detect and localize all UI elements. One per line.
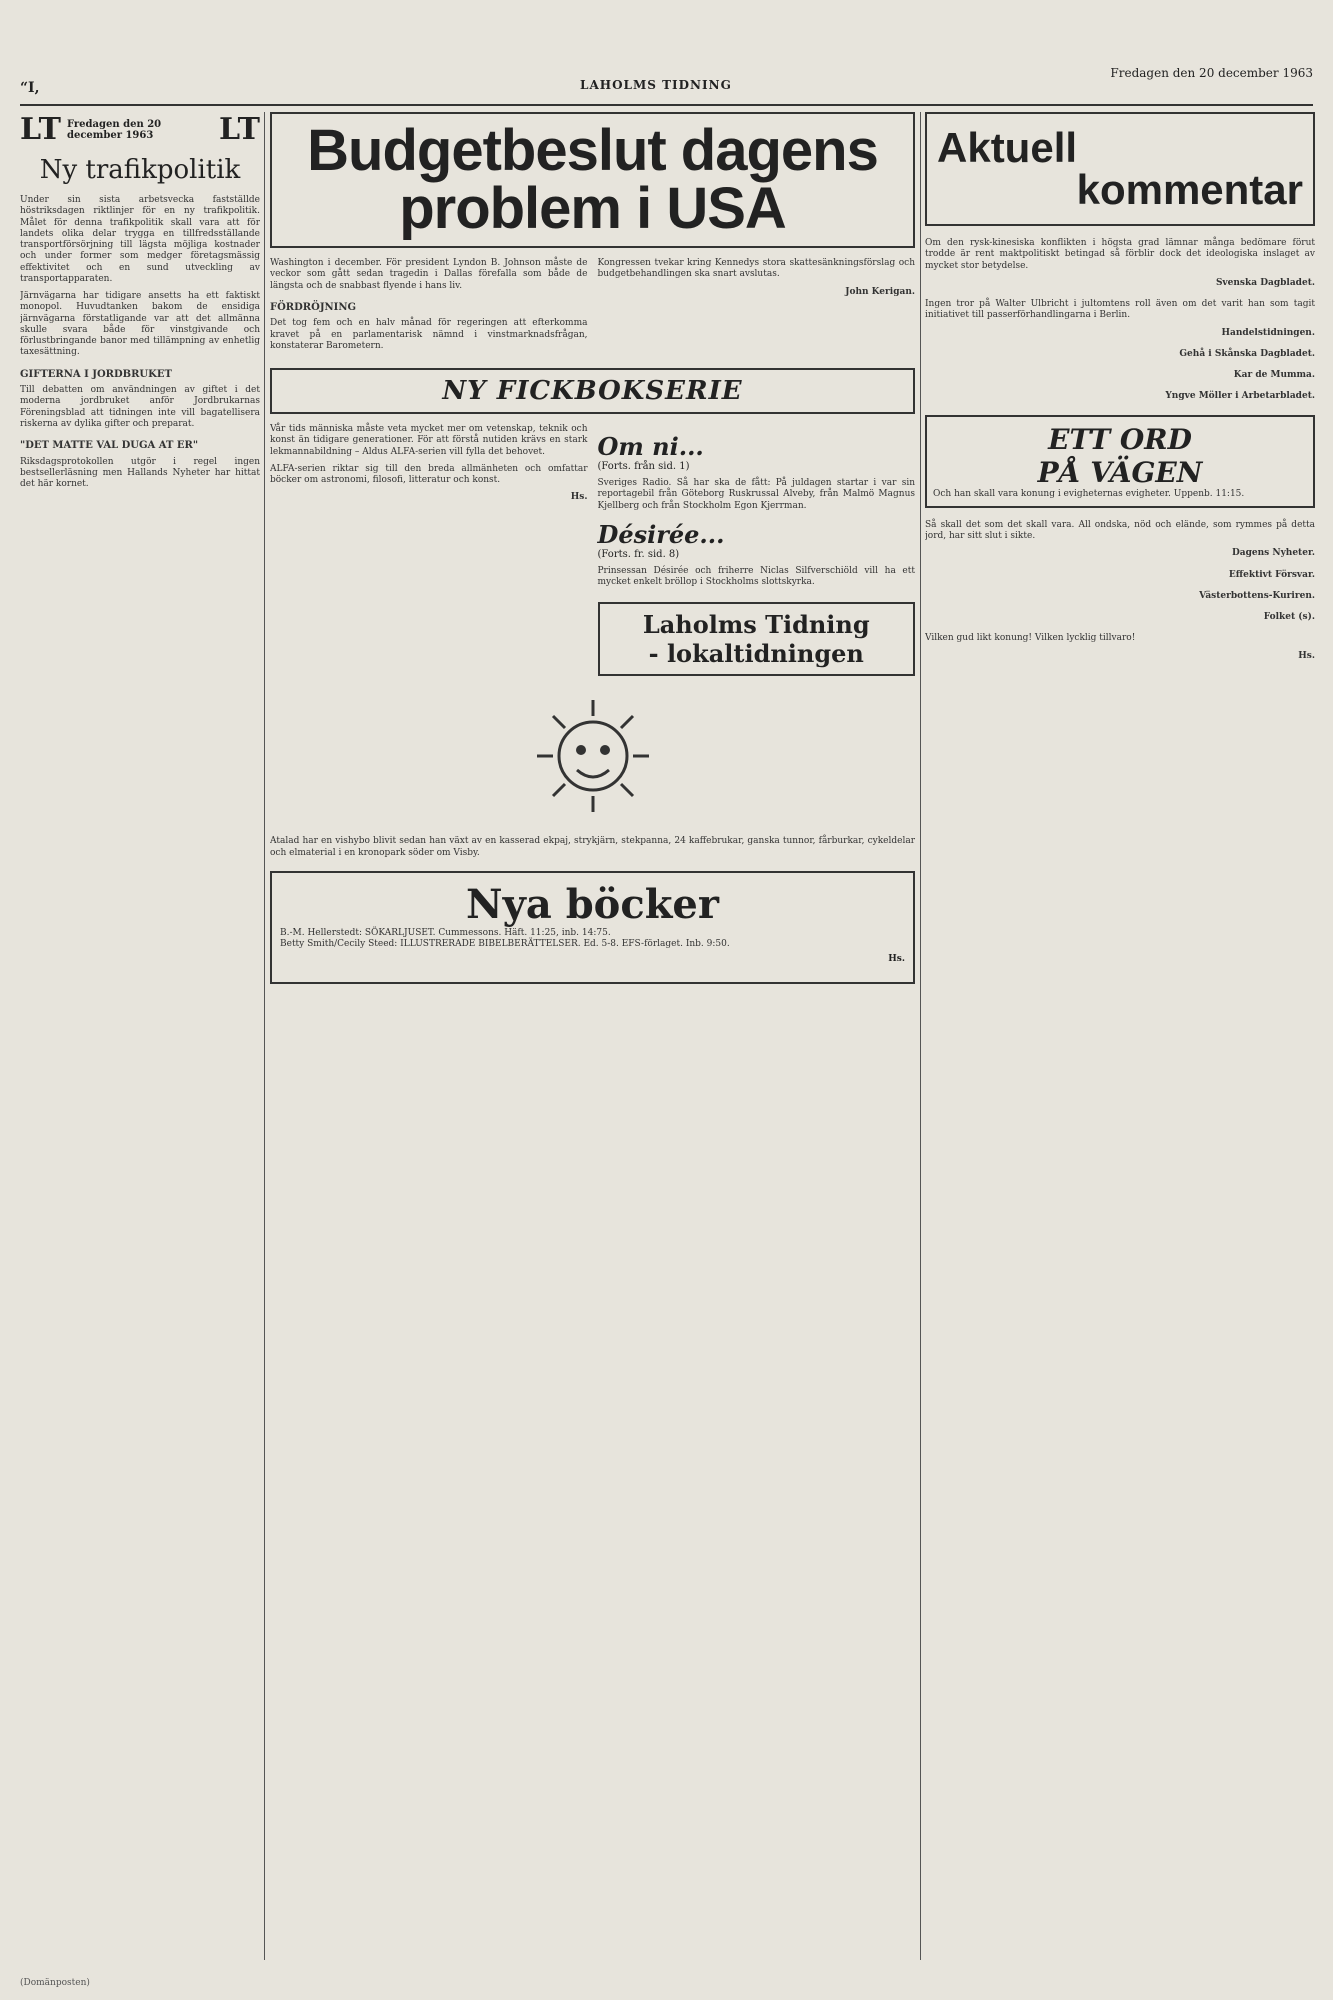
paragraph: Vilken gud likt konung! Vilken lycklig tillvaro! [925,633,1136,644]
column-divider [264,112,265,1960]
header-rule [20,104,1313,106]
fickbok-article [270,424,915,676]
om-ni-title: Om ni... [597,432,704,461]
byline: Hs. [888,954,905,965]
fickbok-title: NY FICKBOKSERIE [442,376,743,406]
lt-ad-line1: Laholms Tidning [642,610,870,640]
subheading: FÖRDRÖJNING [270,301,357,313]
paragraph: Järnvägarna har tidigare ansetts ha ett faktiskt monopol. Huvudtanken bakom de ensidiga järnvägarna förstatligande var att det allmänna skulle svara både för vinstgivande och förlustbringande banor med tillämpning av enhetlig taxesättning. [20,291,260,358]
byline: Hs. [570,492,588,503]
masthead: LAHOLMS TIDNING [580,78,732,92]
source: Dagens Nyheter. [1231,548,1315,559]
signature: Hs. [1298,650,1315,661]
aktuell-box [925,112,1315,226]
om-ni-ref: (Forts. från sid. 1) [597,461,690,472]
lt-ad-line2: - lokaltidningen [648,639,864,669]
footer-note: (Domänposten) [20,1978,90,1988]
subheading: GIFTERNA I JORDBRUKET [20,368,172,380]
ett-ord-title: ETT ORD [1048,422,1192,456]
source: Kar de Mumma. [1233,370,1315,380]
paragraph: Washington i december. För president Lyndon B. Johnson måste de veckor som gått sedan tragedin i Dallas förefalla som både de längsta och de snabbast flyende i hans liv. [270,258,588,291]
lt-date: Fredagen den 20 december 1963 [66,118,162,141]
desiree-body: Prinsessan Désirée och friherre Niclas Silfverschiöld vill ha ett mycket enkelt bröllop i Stockholms slottskyrka. [597,565,915,587]
lead-paragraph [598,258,916,358]
source: Gehå i Skånska Dagbladet. [1179,348,1315,359]
main-headline: Budgetbeslut dagens problem i USA [307,118,878,241]
source: Handelstidningen. [1221,327,1315,338]
subheading: "DET MATTE VAL DUGA AT ER" [20,440,199,451]
paragraph: Under sin sista arbetsvecka fastställde höstriksdagen riktlinjer för en ny trafikpolitik. Målet för denna trafikpolitik skall vara att för landets olika delar trygga en tillfredsställande transportförsörjning till lägsta möjliga kostnader och under former som medger företagsmässig effektivitet och en sund utveckling av transportapparaten. [20,195,260,284]
paragraph: Så skall det som det skall vara. All ondska, nöd och elände, som rymmes på detta jord, har sitt slut i sikte. [925,519,1315,541]
illustration-caption: Atalad har en vishybo blivit sedan han växt av en kasserad ekpaj, strykjärn, stekpanna, 24 kaffebrukar, ganska tunnor, fårburkar, cykeldelar och elmaterial i en kronopark söder om Visby. [270,836,915,858]
source: Svenska Dagbladet. [1215,277,1315,288]
desiree-ref: (Forts. fr. sid. 8) [597,548,680,560]
lt-ad [598,602,916,676]
headline-box [270,112,915,248]
paragraph: Om den rysk-kinesiska konflikten i högsta grad lämnar många bedömare förut trodde är rent maktpolitiskt betingad så förblir dock det ideologiska inslaget av mycket stor betydelse. [925,238,1315,271]
devotional-body [925,520,1315,662]
kommentar-title: kommentar [1076,166,1303,213]
paragraph: Kongressen tvekar kring Kennedys stora skattesänkningsförslag och budgetbehandlingen ska snart avslutas. [597,258,915,280]
source: Västerbottens-Kuriren. [1199,590,1315,601]
source: Yngve Möller i Arbetarbladet. [1165,391,1315,402]
nya-bocker-box [270,871,915,985]
paragraph: B.-M. Hellerstedt: SÖKARLJUSET. Cummessons. Häft. 11:25, inb. 14:75. [280,927,611,938]
lt-logo-right: LT [219,112,260,147]
fickbok-col [270,424,588,676]
aktuell-title: Aktuell [937,124,1078,171]
paragraph: Riksdagsprotokollen utgör i regel ingen bestsellerläsning men Hallands Nyheter har hittat det här kornet. [20,456,260,489]
header-date: Fredagen den 20 december 1963 [1110,66,1313,80]
ett-ord-box [925,415,1315,508]
om-ni-body: Sveriges Radio. Så har ska de fått: På juldagen startar i var sin reportagebil från Göteborg Ruskrussal Alveby, från Malmö Magnus Kjellberg och från Stockholm Egon Kjerrman. [597,478,915,511]
side-col [598,424,916,676]
left-mark: “I, [20,80,40,96]
paragraph: Vår tids människa måste veta mycket mer om vetenskap, teknik och konst än tidigare generationer. För att förstå nutiden krävs en stark lekmannabildning – Aldus ALFA-serien vill fylla det behovet. [270,424,588,457]
column-divider [920,112,921,1960]
lt-logo-left: LT [20,112,61,147]
lead-paragraph [270,258,588,358]
lt-banner [20,112,260,147]
center-column [270,112,915,1960]
right-column [925,112,1315,1960]
byline: John Kerigan. [845,286,915,297]
paragraph: Det tog fem och en halv månad för regeringen att efterkomma kravet på en parlamentarisk nämnd i vinstmarknadsfrågan, konstaterar Barometern. [270,318,588,351]
paragraph: Ingen tror på Walter Ulbricht i jultomtens roll även om det varit han som tagit initiativet till passerförhandlingarna i Berlin. [925,299,1315,321]
pa-vagen-title: PÅ VÄGEN [1037,455,1203,489]
article-body [20,195,260,490]
desiree-title: Désirée... [597,519,725,549]
left-column [20,112,260,1960]
source: Folket (s). [1263,612,1315,622]
source: Effektivt Försvar. [1228,569,1315,580]
paragraph: Till debatten om användningen av giftet i det moderna jordbruket anför Jordbrukarnas Föreningsblad att tidningen inte vill bagatellisera riskerna av dylika gifter och preparat. [20,385,260,429]
article-title: Ny trafikpolitik [39,155,241,185]
paragraph: Betty Smith/Cecily Steed: ILLUSTRERADE BIBELBERÄTTELSER. Ed. 5-8. EFS-förlaget. Inb. 9:50. [280,939,730,949]
ett-ord-sub: Och han skall vara konung i evigheternas evigheter. Uppenb. 11:15. [933,488,1245,499]
paragraph: ALFA-serien riktar sig till den breda allmänheten och omfattar böcker om astronomi, filosofi, litteratur och konst. [270,463,588,485]
nya-bocker-title: Nya böcker [466,880,719,928]
page-header [20,66,1313,94]
sun-face-illustration [533,696,653,816]
lead-article [270,258,915,358]
fickbok-box [270,368,915,414]
comment-body [925,238,1315,403]
